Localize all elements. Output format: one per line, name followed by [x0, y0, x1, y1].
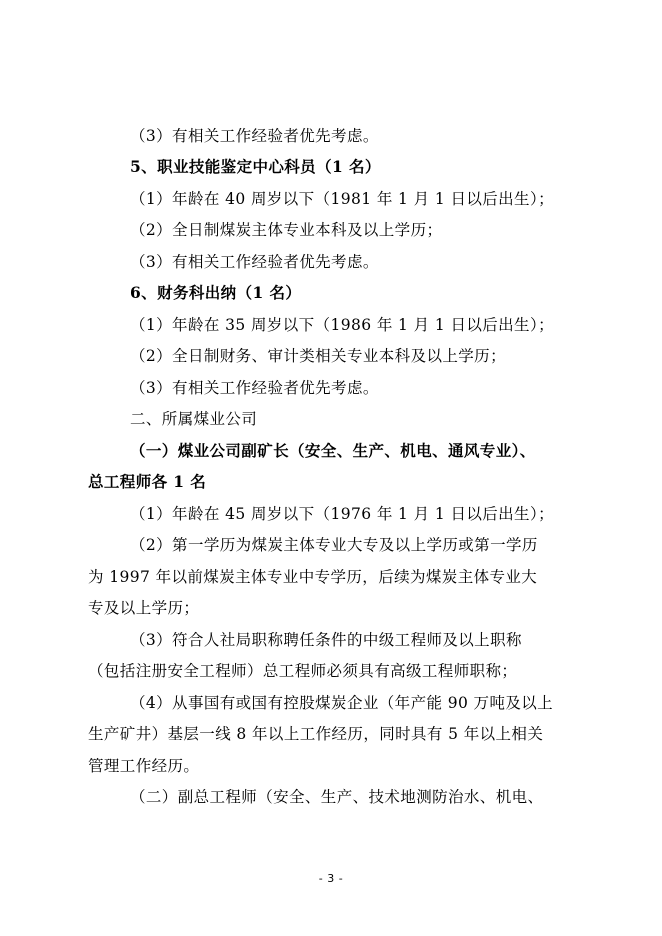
text-line: （4）从事国有或国有控股煤炭企业（年产能 90 万吨及以上	[130, 694, 554, 712]
section-heading: 5、职业技能鉴定中心科员（1 名）	[130, 157, 381, 176]
text-line: 为 1997 年以前煤炭主体专业中专学历，后续为煤炭主体专业大	[88, 568, 538, 586]
text-line: 管理工作经历。	[88, 757, 200, 775]
page-number: - 3 -	[318, 872, 344, 885]
text-line: （2）全日制财务、审计类相关专业本科及以上学历；	[130, 347, 506, 365]
text-line: （3）有相关工作经验者优先考虑。	[130, 379, 379, 397]
text-line: （3）符合人社局职称聘任条件的中级工程师及以上职称	[130, 631, 522, 649]
text-line: （2）第一学历为煤炭主体专业大专及以上学历或第一学历	[130, 536, 538, 554]
text-line: 专及以上学历；	[88, 599, 200, 617]
text-line: （1）年龄在 35 周岁以下（1986 年 1 月 1 日以后出生）；	[130, 316, 554, 334]
section-heading: 二、所属煤业公司	[130, 410, 258, 428]
subsection-heading: （二）副总工程师（安全、生产、技术地测防治水、机电、	[130, 788, 544, 806]
subsection-heading-continued: 总工程师各 1 名	[88, 472, 207, 491]
text-line: （包括注册安全工程师）总工程师必须具有高级工程师职称；	[88, 662, 518, 680]
text-line: （3）有相关工作经验者优先考虑。	[130, 253, 379, 271]
text-line: （1）年龄在 40 周岁以下（1981 年 1 月 1 日以后出生）；	[130, 190, 554, 208]
text-line: （1）年龄在 45 周岁以下（1976 年 1 月 1 日以后出生）；	[130, 505, 554, 523]
text-line: 生产矿井）基层一线 8 年以上工作经历，同时具有 5 年以上相关	[88, 725, 544, 743]
subsection-heading: （一）煤业公司副矿长（安全、生产、机电、通风专业）、	[130, 441, 536, 460]
text-line: （3）有相关工作经验者优先考虑。	[130, 127, 379, 145]
text-line: （2）全日制煤炭主体专业本科及以上学历；	[130, 221, 443, 239]
section-heading: 6、财务科出纳（1 名）	[130, 283, 302, 302]
